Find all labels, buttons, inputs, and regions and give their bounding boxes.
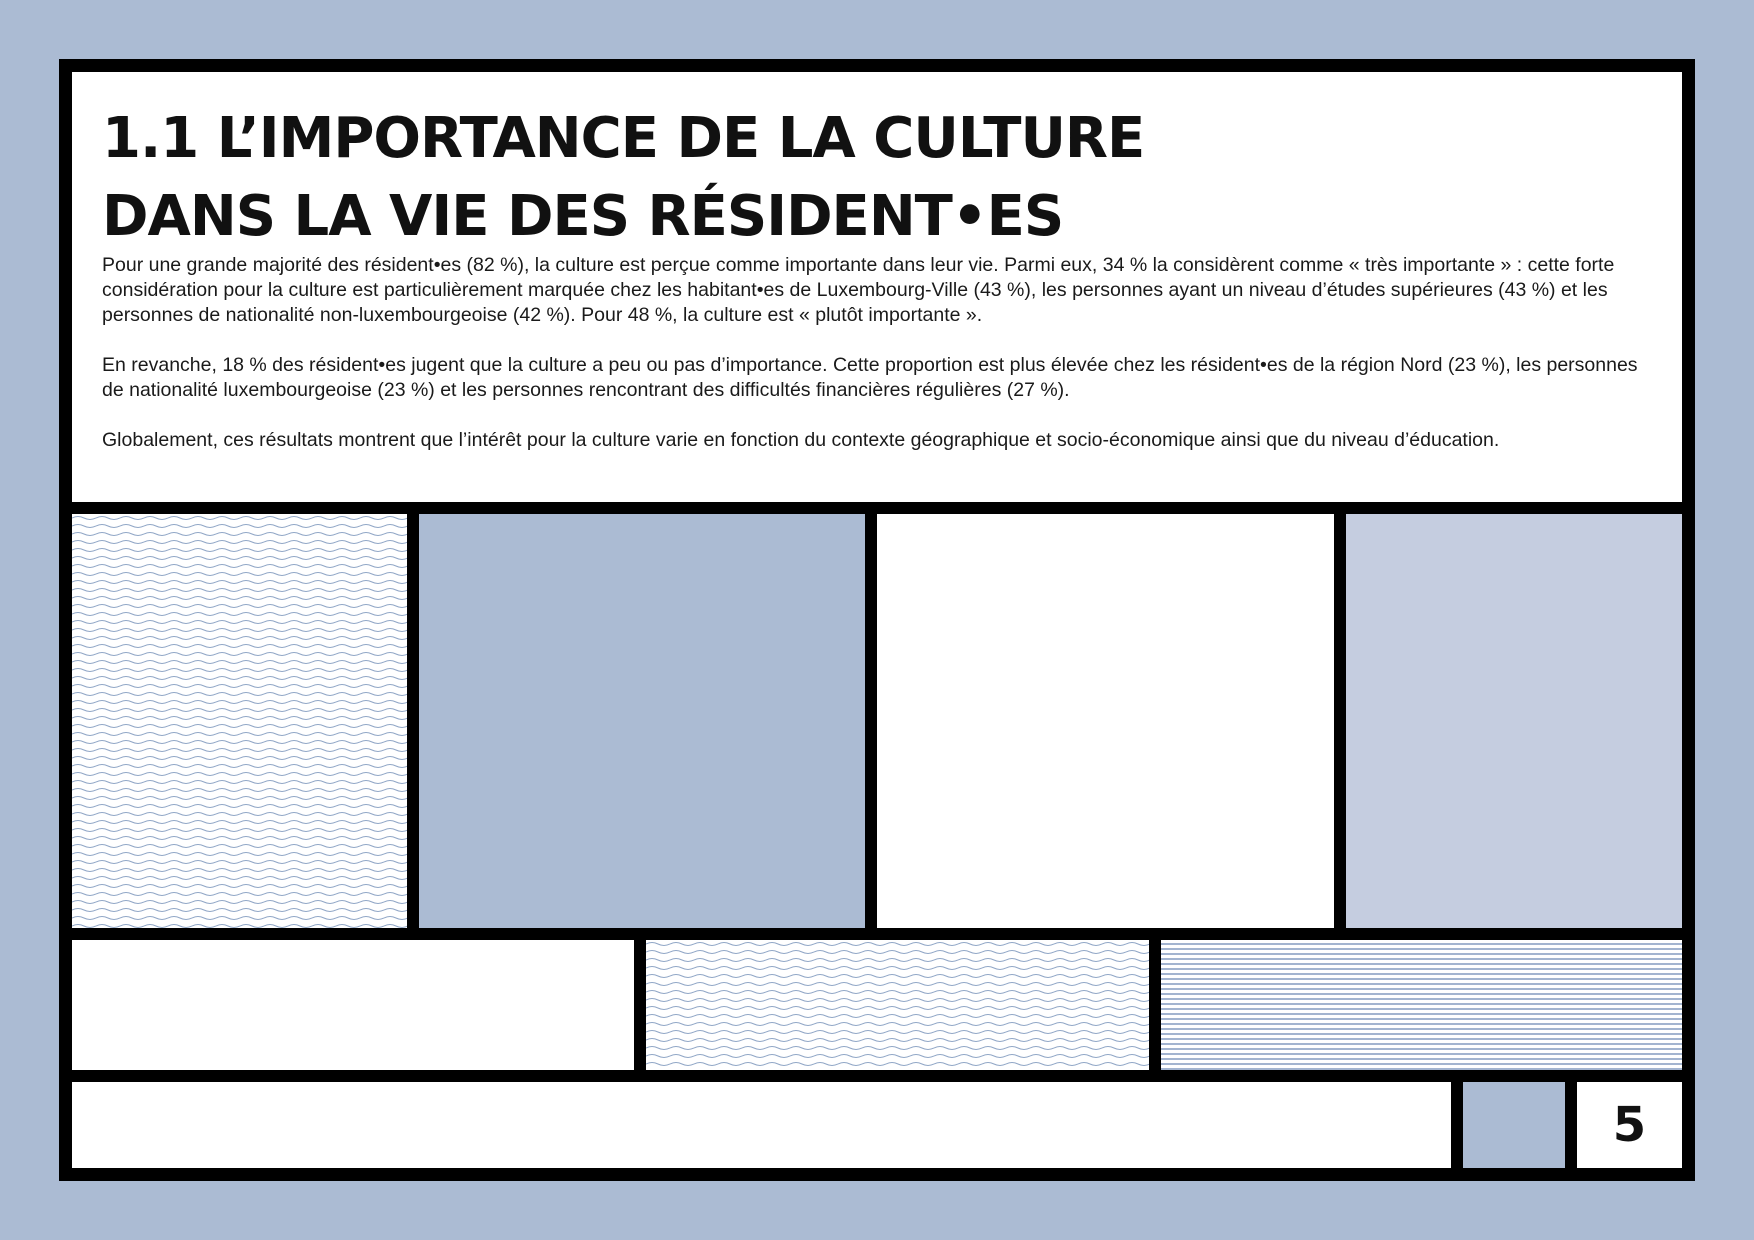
paragraph: En revanche, 18 % des résident•es jugent que la culture a peu ou pas d’importance. Cette proportion est plus élevée chez les résident•es de la région Nord (23 %), les personnes de nationalité luxembourgeoise (23 %) et les personnes rencontrant des difficultés financières régulières (27 %). (102, 354, 1638, 401)
wavy-pattern-block (72, 514, 407, 928)
page-number: 5 (1577, 1082, 1682, 1168)
text-panel (72, 72, 1682, 502)
paragraph: Pour une grande majorité des résident•es (82 %), la culture est perçue comme importante dans leur vie. Parmi eux, 34 % la considèrent comme « très importante » : cette forte considération pour la culture est particulièrement marquée chez les habitant•es de Luxembourg-Ville (43 %), les personnes ayant un niveau d’études supérieures (43 %) et les personnes de nationalité non-luxembourgeoise (42 %). Pour 48 %, la culture est « plutôt importante ». (102, 254, 1615, 326)
wavy-pattern-block (646, 940, 1149, 1070)
striped-block (1161, 940, 1682, 1070)
page-title (102, 100, 1144, 256)
white-block (877, 514, 1334, 928)
blue-square (1463, 1082, 1565, 1168)
footer-bar (72, 1082, 1451, 1168)
mondrian-frame (59, 59, 1695, 1181)
paragraph: Globalement, ces résultats montrent que l’intérêt pour la culture varie en fonction du contexte géographique et socio-économique ainsi que du niveau d’éducation. (102, 429, 1500, 451)
body-text (102, 253, 1647, 478)
title-line-1: 1.1 L’IMPORTANCE DE LA CULTURE (102, 106, 1145, 171)
title-line-2: DANS LA VIE DES RÉSIDENT•ES (102, 184, 1064, 249)
white-block (72, 940, 634, 1070)
blue-block (419, 514, 865, 928)
pale-blue-block (1346, 514, 1682, 928)
